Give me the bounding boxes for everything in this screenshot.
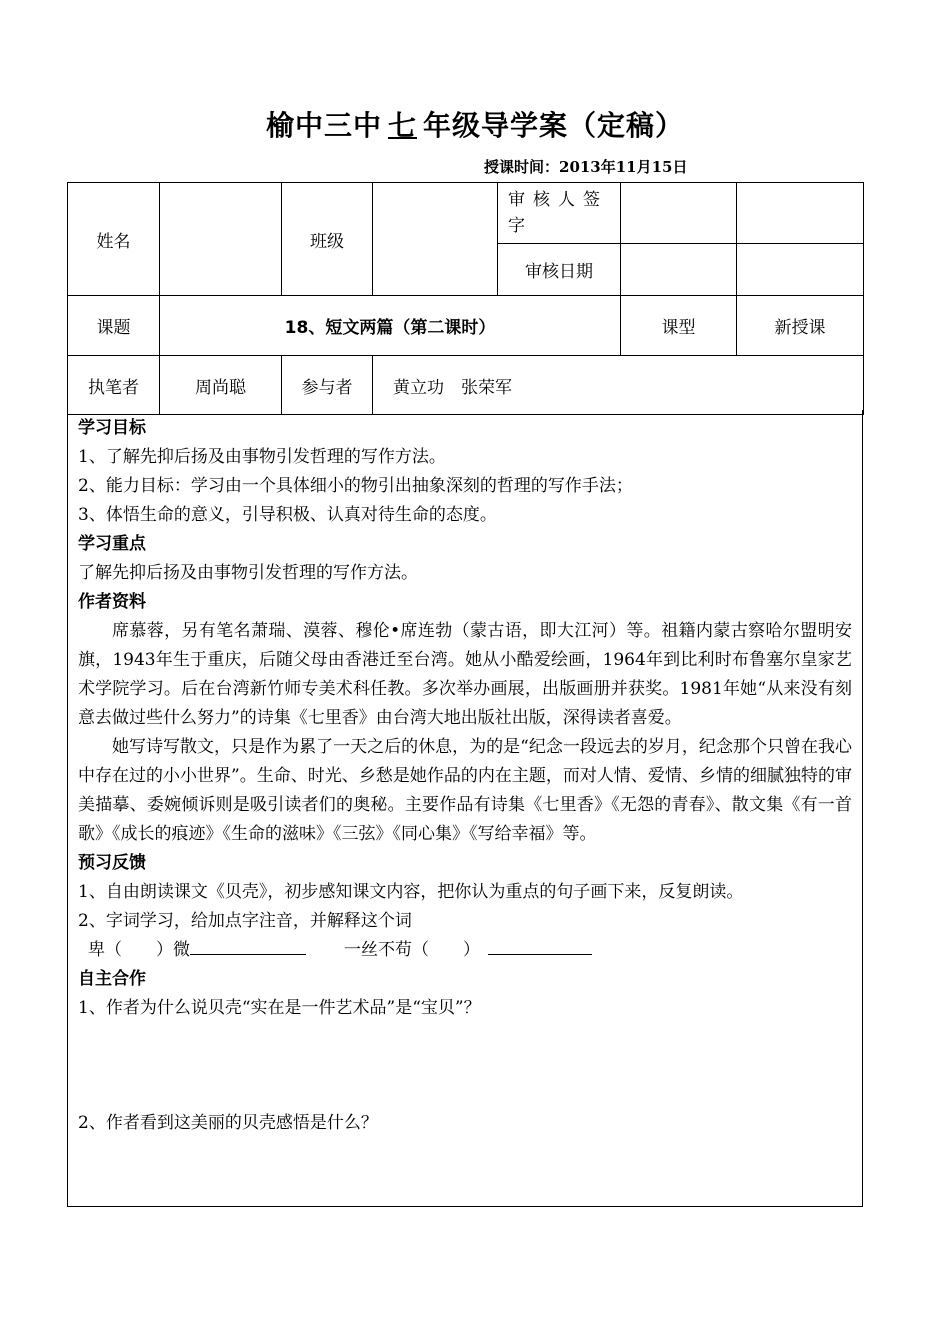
name-label: 姓名 bbox=[68, 183, 160, 296]
preview-item: 1、自由朗读课文《贝壳》，初步感知课文内容，把你认为重点的句子画下来，反复朗读。 bbox=[78, 882, 744, 902]
participant-label: 参与者 bbox=[282, 356, 373, 415]
author-info-heading: 作者资料 bbox=[78, 592, 146, 612]
goals-heading: 学习目标 bbox=[78, 418, 146, 438]
vocab-word: 一丝不苟（ ） bbox=[344, 940, 480, 960]
review-date-field[interactable] bbox=[621, 244, 737, 296]
topic-label: 课题 bbox=[68, 296, 160, 356]
class-field[interactable] bbox=[373, 183, 498, 296]
answer-space[interactable] bbox=[78, 1023, 852, 1109]
question: 2、作者看到这美丽的贝壳感悟是什么？ bbox=[78, 1113, 378, 1133]
reviewer-extra-field[interactable] bbox=[737, 183, 864, 244]
author-value: 周尚聪 bbox=[160, 356, 282, 415]
goal-item: 3、体悟生命的意义，引导积极、认真对待生命的态度。 bbox=[78, 505, 497, 525]
goal-item: 2、能力目标：学习由一个具体细小的物引出抽象深刻的哲理的写作手法； bbox=[78, 476, 633, 496]
answer-blank[interactable] bbox=[190, 936, 306, 955]
focus-text: 了解先抑后扬及由事物引发哲理的写作方法。 bbox=[78, 563, 418, 583]
question: 1、作者为什么说贝壳“实在是一件艺术品”是“宝贝”？ bbox=[78, 998, 481, 1018]
answer-blank[interactable] bbox=[488, 936, 592, 955]
header-table bbox=[67, 182, 864, 415]
preview-heading: 预习反馈 bbox=[78, 853, 146, 873]
class-label: 班级 bbox=[282, 183, 373, 296]
reviewer-field[interactable] bbox=[621, 183, 737, 244]
participants-value: 黄立功 张荣军 bbox=[373, 356, 864, 415]
reviewer-label: 审核人签字 bbox=[498, 183, 621, 244]
title-suffix: 年级导学案（定稿） bbox=[423, 109, 685, 142]
author-info-paragraph: 她写诗写散文，只是作为累了一天之后的休息，为的是“纪念一段远去的岁月，纪念那个只曾在我心中存在过的小小世界”。生命、时光、乡愁是她作品的内在主题，而对人情、爱情、乡情的细腻独特的审美描摹、委婉倾诉则是吸引读者们的奥秘。主要作品有诗集《七里香》《无怨的青春》、散文集《有一首歌》《成长的痕迹》《生命的滋味》《三弦》《同心集》《写给幸福》等。 bbox=[78, 737, 852, 844]
topic-value: 18、短文两篇（第二课时） bbox=[160, 296, 621, 356]
type-label: 课型 bbox=[621, 296, 737, 356]
content-box bbox=[67, 410, 863, 1207]
cooperation-heading: 自主合作 bbox=[78, 969, 146, 989]
author-info-paragraph: 席慕蓉，另有笔名萧瑞、漠蓉、穆伦•席连勃（蒙古语，即大江河）等。祖籍内蒙古察哈尔盟明安旗，1943年生于重庆，后随父母由香港迁至台湾。她从小酷爱绘画，1964年到比利时布鲁塞尔皇家艺术学院学习。后在台湾新竹师专美术科任教。多次举办画展，出版画册并获奖。1981年她“从来没有刻意去做过些什么努力”的诗集《七里香》由台湾大地出版社出版，深得读者喜爱。 bbox=[78, 621, 852, 728]
name-field[interactable] bbox=[160, 183, 282, 296]
review-date-label: 审核日期 bbox=[498, 244, 621, 296]
preview-item: 2、字词学习，给加点字注音，并解释这个词 bbox=[78, 911, 412, 931]
focus-heading: 学习重点 bbox=[78, 534, 146, 554]
vocab-word: 卑（ ）微 bbox=[88, 940, 190, 960]
goal-item: 1、了解先抑后扬及由事物引发哲理的写作方法。 bbox=[78, 447, 446, 467]
title-school: 榆中三中 bbox=[265, 109, 382, 142]
page-title bbox=[0, 104, 950, 144]
review-date-extra-field[interactable] bbox=[737, 244, 864, 296]
type-value: 新授课 bbox=[737, 296, 864, 356]
lesson-date: 授课时间：2013年11月15日 bbox=[484, 158, 688, 176]
author-label: 执笔者 bbox=[68, 356, 160, 415]
vocab-row bbox=[78, 936, 852, 965]
title-grade: 七 bbox=[387, 109, 417, 142]
